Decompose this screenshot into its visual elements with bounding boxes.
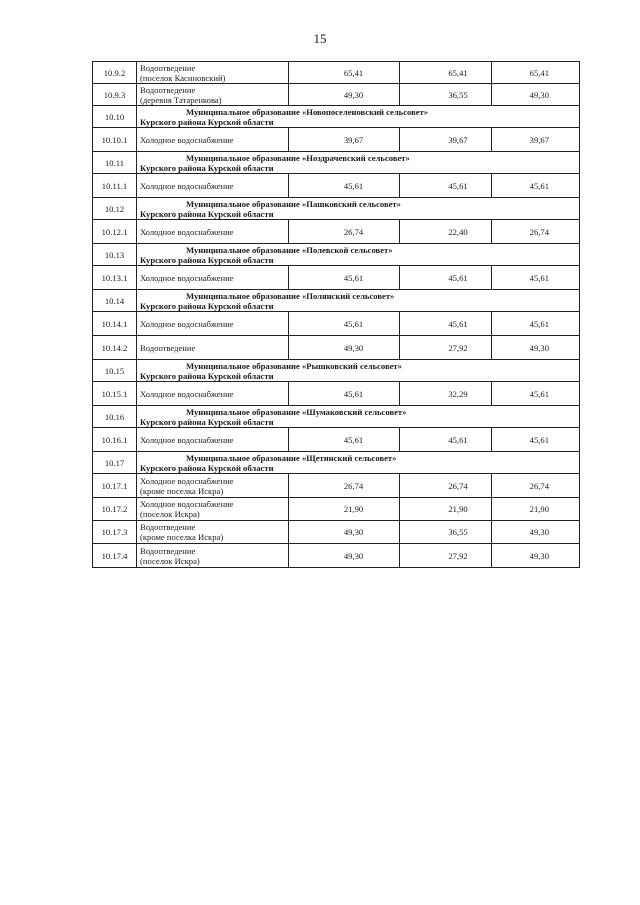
row-number: 10.14.2 xyxy=(93,336,137,360)
tariff-value-2: 65,41 xyxy=(400,62,492,84)
row-number: 10.17.3 xyxy=(93,521,137,544)
row-number: 10.16.1 xyxy=(93,428,137,452)
tariff-value-2: 21,90 xyxy=(400,498,492,521)
tariff-value-1: 45,61 xyxy=(289,174,400,198)
section-heading-row xyxy=(93,106,580,128)
table-row xyxy=(93,84,580,106)
tariff-value-1: 49,30 xyxy=(289,84,400,106)
municipality-district: Курского района Курской области xyxy=(140,208,274,219)
tariff-value-2: 36,55 xyxy=(400,521,492,544)
municipality-heading xyxy=(137,452,580,474)
municipality-heading xyxy=(137,198,580,220)
tariff-value-2: 36,55 xyxy=(400,84,492,106)
service-description-line: Холодное водоснабжение xyxy=(140,180,234,191)
table-row xyxy=(93,62,580,84)
municipality-name: Муниципальное образование «Полянский сельсовет» xyxy=(186,290,395,301)
row-number: 10.12.1 xyxy=(93,220,137,244)
table-row xyxy=(93,128,580,152)
table-row xyxy=(93,174,580,198)
tariff-value-2: 45,61 xyxy=(400,266,492,290)
municipality-heading xyxy=(137,406,580,428)
service-description xyxy=(137,382,289,406)
tariff-value-2: 27,92 xyxy=(400,336,492,360)
municipality-heading xyxy=(137,106,580,128)
table-row xyxy=(93,336,580,360)
service-description xyxy=(137,174,289,198)
service-description-line: Холодное водоснабжение xyxy=(140,226,234,237)
service-description xyxy=(137,544,289,568)
service-description-line: (деревня Татаренкова) xyxy=(140,94,222,105)
row-number: 10.11.1 xyxy=(93,174,137,198)
service-description xyxy=(137,498,289,521)
section-heading-row xyxy=(93,452,580,474)
table-row xyxy=(93,428,580,452)
row-number: 10.10.1 xyxy=(93,128,137,152)
municipality-heading xyxy=(137,290,580,312)
page-number: 15 xyxy=(313,31,327,46)
service-description-line: Холодное водоснабжение xyxy=(140,318,234,329)
service-description xyxy=(137,336,289,360)
section-heading-row xyxy=(93,198,580,220)
municipality-district: Курского района Курской области xyxy=(140,116,274,127)
service-description xyxy=(137,220,289,244)
tariff-value-3: 45,61 xyxy=(492,428,580,452)
service-description-line: Водоотведение xyxy=(140,84,196,95)
service-description-line: Холодное водоснабжение xyxy=(140,134,234,145)
table-row xyxy=(93,312,580,336)
municipality-heading xyxy=(137,152,580,174)
tariff-value-1: 45,61 xyxy=(289,428,400,452)
tariff-value-3: 49,30 xyxy=(492,336,580,360)
municipality-district: Курского района Курской области xyxy=(140,416,274,427)
row-number: 10.17 xyxy=(93,452,137,474)
service-description xyxy=(137,84,289,106)
tariff-value-3: 26,74 xyxy=(492,474,580,498)
tariff-value-1: 49,30 xyxy=(289,521,400,544)
service-description xyxy=(137,521,289,544)
tariff-value-3: 65,41 xyxy=(492,62,580,84)
municipality-heading xyxy=(137,244,580,266)
service-description-line: Холодное водоснабжение xyxy=(140,475,234,486)
tariff-value-1: 65,41 xyxy=(289,62,400,84)
service-description-line: Водоотведение xyxy=(140,342,196,353)
service-description-line: (кроме поселка Искра) xyxy=(140,532,224,542)
municipality-name: Муниципальное образование «Щетинский сельсовет» xyxy=(186,452,397,463)
municipality-district: Курского района Курской области xyxy=(140,300,274,311)
row-number: 10.17.2 xyxy=(93,498,137,521)
row-number: 10.13.1 xyxy=(93,266,137,290)
row-number: 10.15.1 xyxy=(93,382,137,406)
tariff-value-1: 39,67 xyxy=(289,128,400,152)
service-description-line: (кроме поселка Искра) xyxy=(140,485,224,496)
service-description-line: (поселок Касиновский) xyxy=(140,72,226,83)
municipality-name: Муниципальное образование «Рышковский сельсовет» xyxy=(186,360,402,371)
row-number: 10.17.1 xyxy=(93,474,137,498)
tariff-table xyxy=(92,61,580,568)
table-row xyxy=(93,544,580,568)
row-number: 10.9.3 xyxy=(93,84,137,106)
service-description-line: (поселок Искра) xyxy=(140,555,200,566)
tariff-value-3: 45,61 xyxy=(492,266,580,290)
service-description xyxy=(137,474,289,498)
service-description-line: Холодное водоснабжение xyxy=(140,434,234,445)
row-number: 10.11 xyxy=(93,152,137,174)
row-number: 10.14.1 xyxy=(93,312,137,336)
tariff-value-3: 39,67 xyxy=(492,128,580,152)
tariff-value-1: 45,61 xyxy=(289,312,400,336)
table-row xyxy=(93,382,580,406)
service-description xyxy=(137,266,289,290)
table-row xyxy=(93,498,580,521)
municipality-district: Курского района Курской области xyxy=(140,370,274,381)
service-description-line: Холодное водоснабжение xyxy=(140,272,234,283)
row-number: 10.14 xyxy=(93,290,137,312)
tariff-value-1: 45,61 xyxy=(289,266,400,290)
tariff-value-3: 26,74 xyxy=(492,220,580,244)
municipality-name: Муниципальное образование «Пашковский сельсовет» xyxy=(186,198,401,209)
tariff-value-1: 49,30 xyxy=(289,336,400,360)
section-heading-row xyxy=(93,290,580,312)
tariff-value-2: 27,92 xyxy=(400,544,492,568)
table-row xyxy=(93,220,580,244)
section-heading-row xyxy=(93,152,580,174)
table-row xyxy=(93,521,580,544)
service-description-line: Холодное водоснабжение xyxy=(140,388,234,399)
municipality-name: Муниципальное образование «Шумаковский сельсовет» xyxy=(186,406,407,417)
row-number: 10.13 xyxy=(93,244,137,266)
service-description-line: Водоотведение xyxy=(140,62,196,73)
service-description-line: Холодное водоснабжение xyxy=(140,499,234,509)
tariff-value-2: 45,61 xyxy=(400,312,492,336)
row-number: 10.16 xyxy=(93,406,137,428)
row-number: 10.15 xyxy=(93,360,137,382)
section-heading-row xyxy=(93,406,580,428)
table-row xyxy=(93,474,580,498)
service-description-line: (поселок Искра) xyxy=(140,509,200,519)
row-number: 10.12 xyxy=(93,198,137,220)
row-number: 10.9.2 xyxy=(93,62,137,84)
municipality-district: Курского района Курской области xyxy=(140,162,274,173)
tariff-value-3: 45,61 xyxy=(492,382,580,406)
municipality-name: Муниципальное образование «Полевской сельсовет» xyxy=(186,244,393,255)
tariff-value-1: 21,90 xyxy=(289,498,400,521)
municipality-name: Муниципальное образование «Ноздрачевский сельсовет» xyxy=(186,152,410,163)
tariff-value-2: 26,74 xyxy=(400,474,492,498)
municipality-district: Курского района Курской области xyxy=(140,462,274,473)
tariff-value-3: 21,90 xyxy=(492,498,580,521)
service-description xyxy=(137,312,289,336)
tariff-value-3: 49,30 xyxy=(492,521,580,544)
tariff-value-2: 32,29 xyxy=(400,382,492,406)
tariff-value-2: 45,61 xyxy=(400,174,492,198)
tariff-value-2: 39,67 xyxy=(400,128,492,152)
service-description-line: Водоотведение xyxy=(140,522,196,532)
service-description-line: Водоотведение xyxy=(140,545,196,556)
service-description xyxy=(137,428,289,452)
tariff-value-3: 49,30 xyxy=(492,84,580,106)
municipality-district: Курского района Курской области xyxy=(140,254,274,265)
tariff-value-1: 26,74 xyxy=(289,474,400,498)
service-description xyxy=(137,62,289,84)
tariff-value-1: 49,30 xyxy=(289,544,400,568)
row-number: 10.17.4 xyxy=(93,544,137,568)
section-heading-row xyxy=(93,244,580,266)
tariff-value-1: 26,74 xyxy=(289,220,400,244)
tariff-value-3: 49,30 xyxy=(492,544,580,568)
row-number: 10.10 xyxy=(93,106,137,128)
tariff-value-2: 22,40 xyxy=(400,220,492,244)
tariff-value-2: 45,61 xyxy=(400,428,492,452)
municipality-name: Муниципальное образование «Новопоселеновский сельсовет» xyxy=(186,106,429,117)
tariff-value-3: 45,61 xyxy=(492,174,580,198)
table-row xyxy=(93,266,580,290)
section-heading-row xyxy=(93,360,580,382)
tariff-value-1: 45,61 xyxy=(289,382,400,406)
municipality-heading xyxy=(137,360,580,382)
tariff-value-3: 45,61 xyxy=(492,312,580,336)
service-description xyxy=(137,128,289,152)
